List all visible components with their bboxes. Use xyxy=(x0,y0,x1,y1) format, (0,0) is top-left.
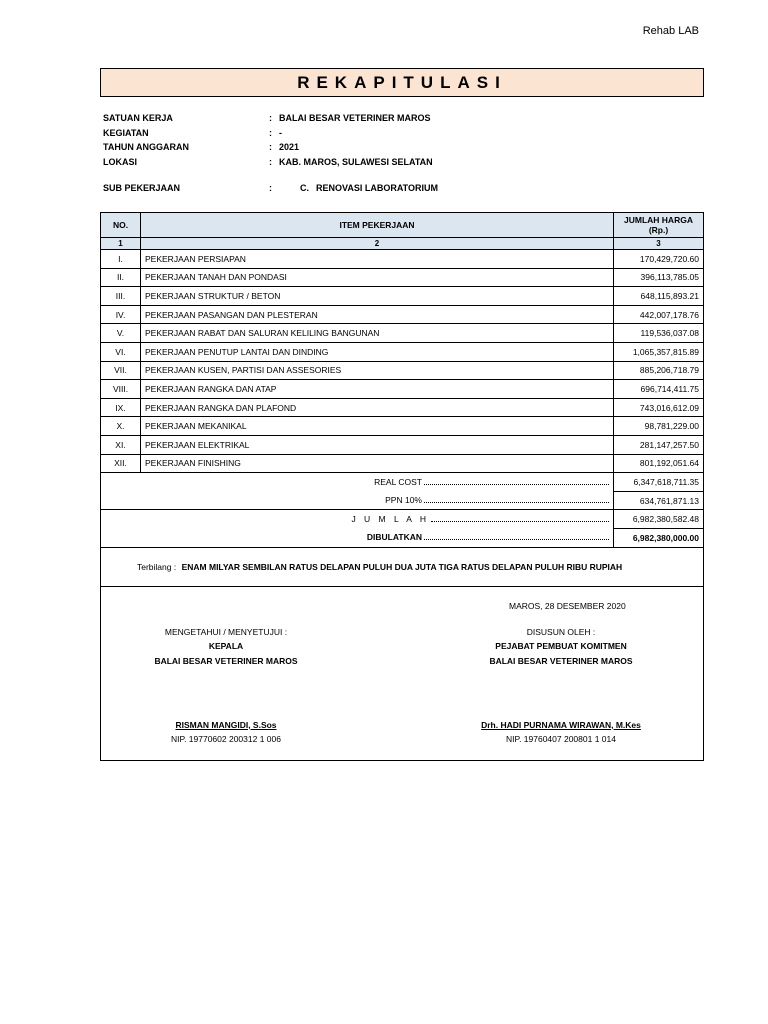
meta-value: KAB. MAROS, SULAWESI SELATAN xyxy=(279,156,433,167)
dotted-leader xyxy=(431,520,609,522)
table-row xyxy=(101,305,704,324)
row-item: PEKERJAAN KUSEN, PARTISI DAN ASSESORIES xyxy=(141,361,614,380)
signature-right-header xyxy=(461,627,661,671)
table-row xyxy=(101,380,704,399)
sub-pekerjaan-value: RENOVASI LABORATORIUM xyxy=(316,183,439,193)
table-row xyxy=(101,417,704,436)
signature-left-line1: MENGETAHUI / MENYETUJUI : xyxy=(164,626,288,637)
meta-label: LOKASI xyxy=(103,156,138,167)
dibulatkan-row xyxy=(101,528,704,547)
ppn-value: 634,761,871.13 xyxy=(614,491,704,510)
ppn-label-cell xyxy=(101,491,614,510)
column-number: 1 xyxy=(101,238,141,250)
meta-value: BALAI BESAR VETERINER MAROS xyxy=(279,113,431,124)
signature-right-footer xyxy=(461,720,661,748)
signature-left-footer xyxy=(131,720,321,748)
row-item: PEKERJAAN RABAT DAN SALURAN KELILING BANGUNAN xyxy=(141,324,614,343)
column-number-row xyxy=(101,238,704,250)
dotted-leader xyxy=(424,483,609,485)
meta-info xyxy=(103,111,703,169)
row-no: VIII. xyxy=(101,380,141,399)
jumlah-row xyxy=(101,510,704,529)
signature-right-nip: NIP. 19760407 200801 1 014 xyxy=(506,733,616,744)
meta-value: - xyxy=(279,127,282,138)
header-harga-line2: (Rp.) xyxy=(648,225,669,235)
rekap-table xyxy=(100,212,704,761)
real-cost-row xyxy=(101,473,704,492)
row-no: VII. xyxy=(101,361,141,380)
meta-row-tahun-anggaran xyxy=(103,140,703,155)
row-harga: 98,781,229.00 xyxy=(614,417,704,436)
row-item: PEKERJAAN TANAH DAN PONDASI xyxy=(141,268,614,287)
row-no: VI. xyxy=(101,342,141,361)
row-item: PEKERJAAN RANGKA DAN ATAP xyxy=(141,380,614,399)
row-item: PEKERJAAN PERSIAPAN xyxy=(141,250,614,269)
row-item: PEKERJAAN FINISHING xyxy=(141,454,614,473)
header-harga-line1: JUMLAH HARGA xyxy=(624,215,693,225)
terbilang-value: ENAM MILYAR SEMBILAN RATUS DELAPAN PULUH DUA JUTA TIGA RATUS DELAPAN PULUH RIBU RUPIAH xyxy=(181,561,623,572)
row-harga: 1,065,357,815.89 xyxy=(614,342,704,361)
table-header-row xyxy=(101,213,704,238)
row-no: XI. xyxy=(101,435,141,454)
meta-colon: : xyxy=(269,156,272,167)
dibulatkan-label-cell xyxy=(101,528,614,547)
signature-row xyxy=(101,586,704,760)
meta-label: TAHUN ANGGARAN xyxy=(103,142,189,153)
page-title: REKAPITULASI xyxy=(100,68,704,97)
signature-left-line2: KEPALA xyxy=(208,641,244,651)
header-harga xyxy=(614,213,704,238)
signature-right-line2: PEJABAT PEMBUAT KOMITMEN xyxy=(495,641,627,651)
sub-pekerjaan xyxy=(103,183,438,193)
table-row xyxy=(101,324,704,343)
dotted-leader xyxy=(424,538,609,540)
row-item: PEKERJAAN ELEKTRIKAL xyxy=(141,435,614,454)
row-no: XII. xyxy=(101,454,141,473)
table-row xyxy=(101,268,704,287)
terbilang-row xyxy=(101,547,704,586)
row-no: III. xyxy=(101,287,141,306)
table-row xyxy=(101,342,704,361)
signature-right-line1: DISUSUN OLEH : xyxy=(526,626,596,637)
row-harga: 442,007,178.76 xyxy=(614,305,704,324)
row-item: PEKERJAAN STRUKTUR / BETON xyxy=(141,287,614,306)
dibulatkan-value: 6,982,380,000.00 xyxy=(614,528,704,547)
meta-value: 2021 xyxy=(279,142,300,153)
row-item: PEKERJAAN MEKANIKAL xyxy=(141,417,614,436)
row-no: IV. xyxy=(101,305,141,324)
row-harga: 119,536,037.08 xyxy=(614,324,704,343)
table-row xyxy=(101,361,704,380)
column-number: 2 xyxy=(141,238,614,250)
row-harga: 801,192,051.64 xyxy=(614,454,704,473)
row-harga: 396,113,785.05 xyxy=(614,268,704,287)
ppn-row xyxy=(101,491,704,510)
sub-pekerjaan-label: SUB PEKERJAAN xyxy=(103,183,181,193)
table-row xyxy=(101,454,704,473)
row-item: PEKERJAAN PASANGAN DAN PLESTERAN xyxy=(141,305,614,324)
sub-pekerjaan-code: C. xyxy=(300,183,309,193)
real-cost-label-cell xyxy=(101,473,614,492)
column-number: 3 xyxy=(614,238,704,250)
terbilang-label: Terbilang : xyxy=(137,561,177,572)
signature-left-nip: NIP. 19770602 200312 1 006 xyxy=(171,733,281,744)
real-cost-label: REAL COST xyxy=(374,477,422,488)
meta-label: KEGIATAN xyxy=(103,127,149,138)
signature-left-name: RISMAN MANGIDI, S.Sos xyxy=(175,719,277,730)
meta-colon: : xyxy=(269,127,272,138)
row-no: II. xyxy=(101,268,141,287)
signature-left-header xyxy=(131,627,321,671)
row-item: PEKERJAAN RANGKA DAN PLAFOND xyxy=(141,398,614,417)
table-row xyxy=(101,250,704,269)
row-no: IX. xyxy=(101,398,141,417)
header-item: ITEM PEKERJAAN xyxy=(141,213,614,238)
meta-row-kegiatan xyxy=(103,126,703,141)
row-harga: 281,147,257.50 xyxy=(614,435,704,454)
meta-colon: : xyxy=(269,142,272,153)
table-row xyxy=(101,398,704,417)
table-row xyxy=(101,435,704,454)
real-cost-value: 6,347,618,711.35 xyxy=(614,473,704,492)
signature-cell xyxy=(101,586,704,760)
meta-row-satuan-kerja xyxy=(103,111,703,126)
signature-right-line3: BALAI BESAR VETERINER MAROS xyxy=(489,655,633,666)
jumlah-label: J U M L A H xyxy=(351,514,429,525)
row-no: X. xyxy=(101,417,141,436)
sub-pekerjaan-colon: : xyxy=(269,183,272,193)
meta-colon: : xyxy=(269,113,272,124)
dotted-leader xyxy=(424,501,609,503)
row-no: V. xyxy=(101,324,141,343)
meta-label: SATUAN KERJA xyxy=(103,113,173,124)
row-harga: 885,206,718.79 xyxy=(614,361,704,380)
table-row xyxy=(101,287,704,306)
signature-date: MAROS, 28 DESEMBER 2020 xyxy=(509,600,626,611)
signature-right-name: Drh. HADI PURNAMA WIRAWAN, M.Kes xyxy=(481,719,641,730)
signature-left-line3: BALAI BESAR VETERINER MAROS xyxy=(154,655,298,666)
row-no: I. xyxy=(101,250,141,269)
dibulatkan-label: DIBULATKAN xyxy=(366,532,422,543)
document-tag: Rehab LAB xyxy=(642,25,699,37)
row-item: PEKERJAAN PENUTUP LANTAI DAN DINDING xyxy=(141,342,614,361)
header-no: NO. xyxy=(101,213,141,238)
row-harga: 696,714,411.75 xyxy=(614,380,704,399)
meta-row-lokasi xyxy=(103,155,703,170)
row-harga: 648,115,893.21 xyxy=(614,287,704,306)
jumlah-label-cell xyxy=(101,510,614,529)
jumlah-value: 6,982,380,582.48 xyxy=(614,510,704,529)
terbilang-cell xyxy=(101,547,704,586)
row-harga: 743,016,612.09 xyxy=(614,398,704,417)
row-harga: 170,429,720.60 xyxy=(614,250,704,269)
ppn-label: PPN 10% xyxy=(385,495,422,506)
